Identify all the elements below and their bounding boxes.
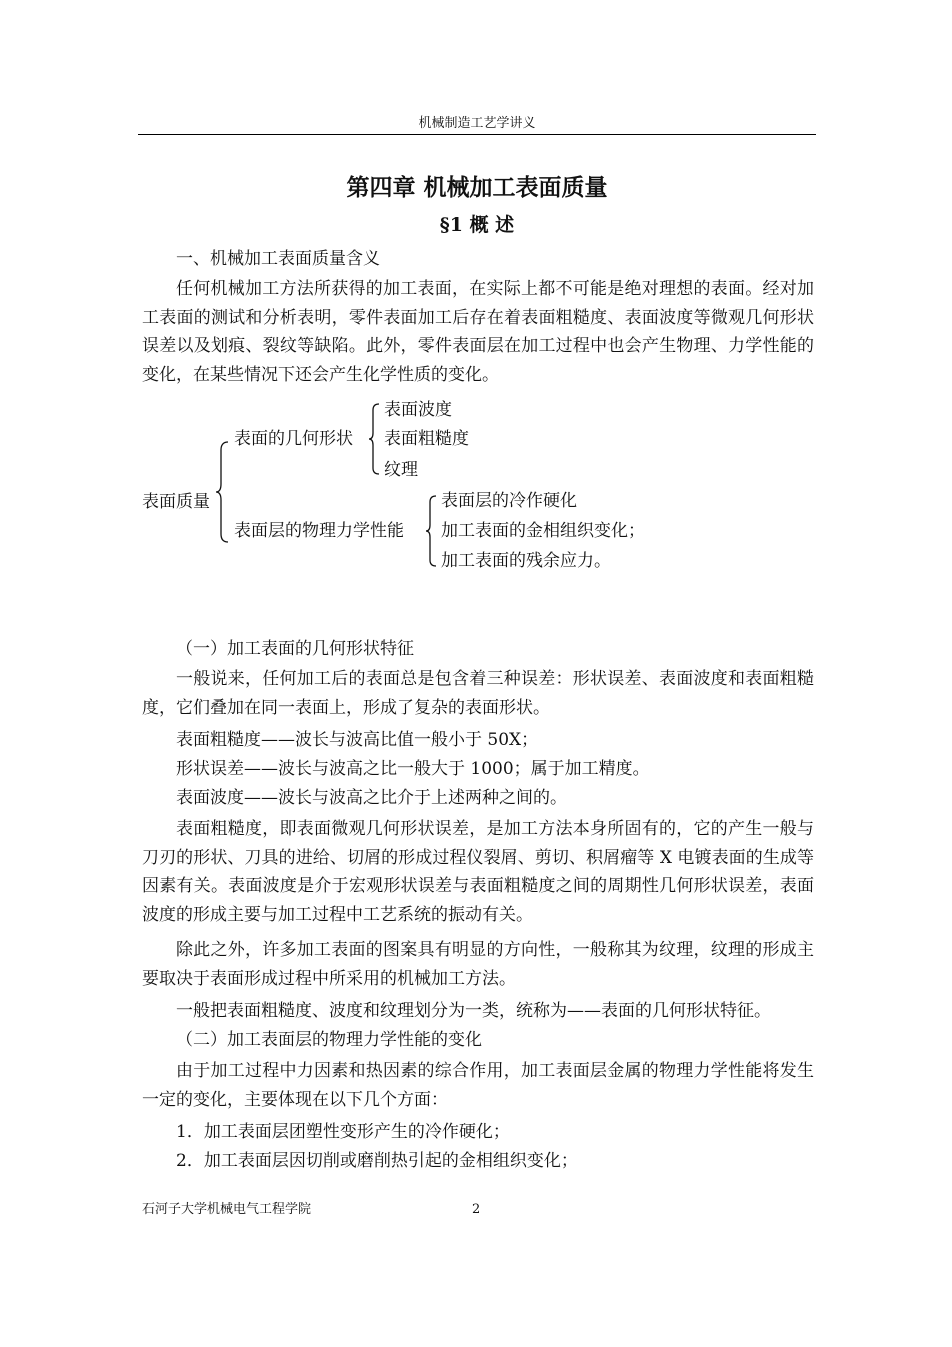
branch-physical-label: 表面层的物理力学性能 bbox=[234, 521, 404, 541]
geometry-brace bbox=[367, 402, 381, 476]
subheading-geometry-features: （一）加工表面的几何形状特征 bbox=[176, 639, 414, 659]
list-item-work-hardening: 1．加工表面层团塑性变形产生的冷作硬化； bbox=[176, 1122, 510, 1142]
paragraph-roughness-detail: 表面粗糙度，即表面微观几何形状误差，是加工方法本身所固有的，它的产生一般与刀刃的形状、刀具的进给、切屑的形成过程仪裂屑、剪切、积屑瘤等 X 电镀表面的生成等因素有关。表面波度是介于宏观形状误差与表面粗糙度之间的周期性几何形状误差，表面波度的形成主要与加工过程中工艺系统的振动有关。 bbox=[142, 819, 814, 925]
paragraph-three-errors: 一般说来，任何加工后的表面总是包含着三种误差：形状误差、表面波度和表面粗糙度，它们叠加在同一表面上，形成了复杂的表面形状。 bbox=[142, 669, 814, 718]
header-rule bbox=[138, 134, 816, 135]
paragraph-summary: 一般把表面粗糙度、波度和纹理划分为一类，统称为——表面的几何形状特征。 bbox=[176, 1001, 771, 1021]
physical-item-work-hardening: 表面层的冷作硬化 bbox=[441, 491, 577, 511]
geometry-item-texture: 纹理 bbox=[384, 460, 418, 480]
paragraph-physical-intro: 由于加工过程中力因素和热因素的综合作用，加工表面层金属的物理力学性能将发生一定的变化，主要体现在以下几个方面： bbox=[142, 1061, 814, 1110]
definition-waviness: 表面波度——波长与波高之比介于上述两种之间的。 bbox=[176, 788, 567, 808]
subheading-physical-changes: （二）加工表面层的物理力学性能的变化 bbox=[176, 1030, 482, 1050]
chapter-title: 第四章 机械加工表面质量 bbox=[346, 174, 608, 201]
paragraph-intro: 任何机械加工方法所获得的加工表面，在实际上都不可能是绝对理想的表面。经对加工表面的测试和分析表明，零件表面加工后存在着表面粗糙度、表面波度等微观几何形状误差以及划痕、裂纹等缺陷。此外，零件表面层在加工过程中也会产生物理、力学性能的变化，在某些情况下还会产生化学性质的变化。 bbox=[142, 279, 814, 385]
branch-geometry-label: 表面的几何形状 bbox=[234, 429, 353, 449]
footer-page-number: 2 bbox=[472, 1202, 481, 1217]
physical-item-metallographic: 加工表面的金相组织变化； bbox=[441, 521, 645, 541]
root-brace bbox=[214, 440, 230, 544]
classification-root: 表面质量 bbox=[142, 492, 210, 512]
running-header: 机械制造工艺学讲义 bbox=[418, 116, 536, 131]
geometry-item-roughness: 表面粗糙度 bbox=[384, 429, 469, 449]
physical-brace bbox=[424, 494, 438, 568]
geometry-item-waviness: 表面波度 bbox=[384, 400, 452, 420]
heading-surface-quality-meaning: 一、机械加工表面质量含义 bbox=[176, 249, 380, 269]
paragraph-texture: 除此之外，许多加工表面的图案具有明显的方向性，一般称其为纹理，纹理的形成主要取决于表面形成过程中所采用的机械加工方法。 bbox=[142, 940, 814, 989]
definition-roughness: 表面粗糙度——波长与波高比值一般小于 50X； bbox=[176, 730, 539, 750]
physical-item-residual-stress: 加工表面的残余应力。 bbox=[441, 551, 611, 571]
section-title: §1 概 述 bbox=[439, 214, 515, 236]
list-item-metallographic: 2．加工表面层因切削或磨削热引起的金相组织变化； bbox=[176, 1151, 578, 1171]
footer-institution: 石河子大学机械电气工程学院 bbox=[142, 1202, 312, 1217]
definition-form-error: 形状误差——波长与波高之比一般大于 1000；属于加工精度。 bbox=[176, 759, 650, 779]
